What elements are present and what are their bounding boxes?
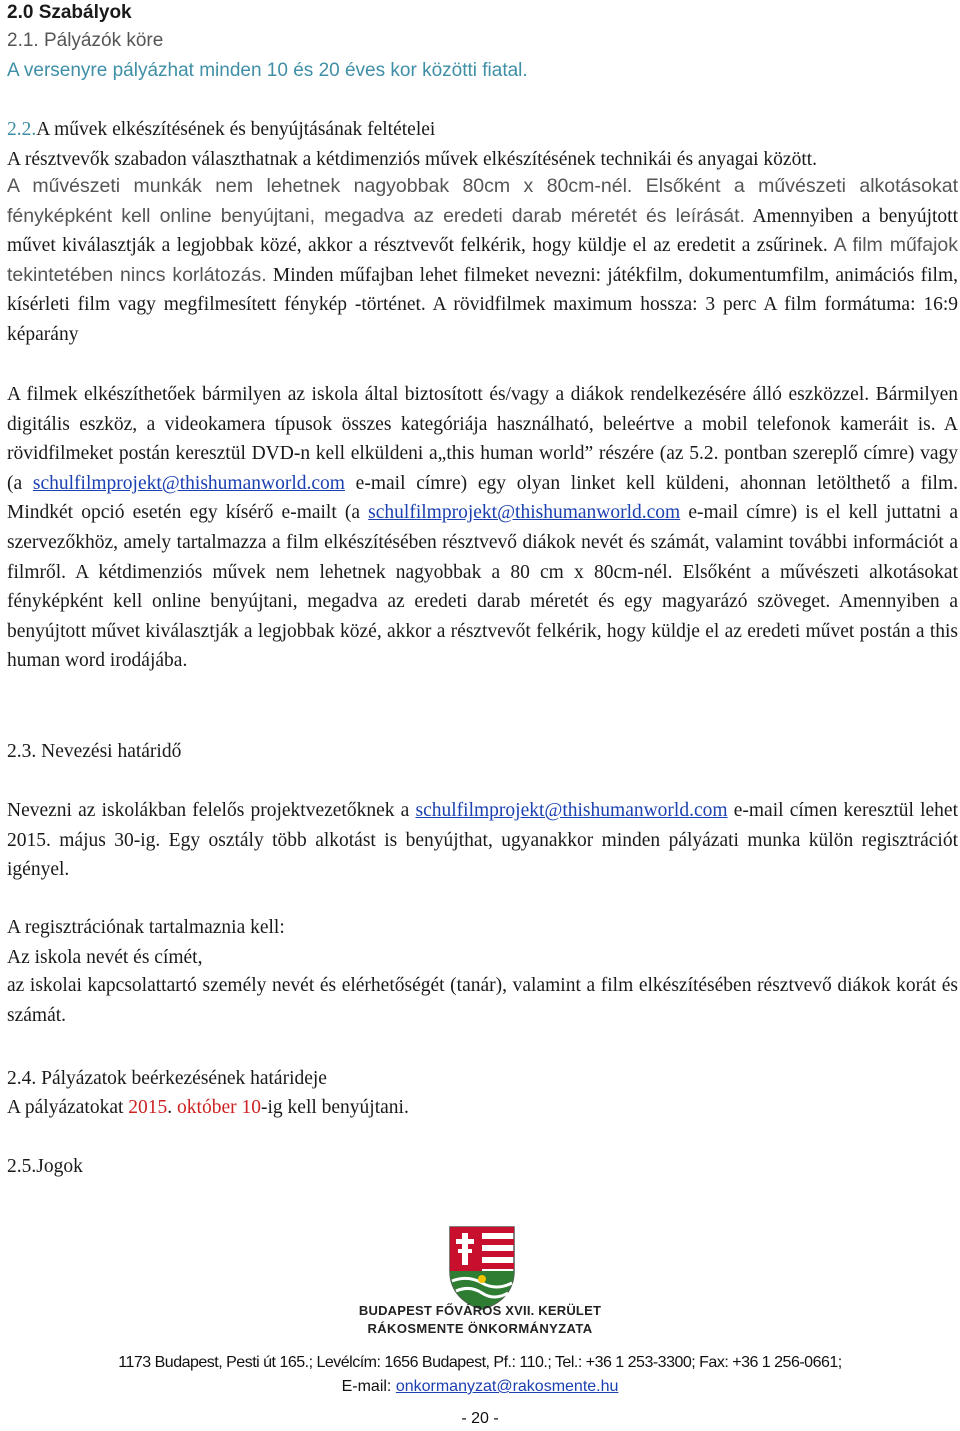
paragraph-films <box>7 380 958 676</box>
email-link-2[interactable]: schulfilmprojekt@thishumanworld.com <box>368 502 681 524</box>
paragraph-films-b: e-mail címre) egy olyan linket kell küldeni, ahonnan letölthető a film. Mindkét opció esetén egy kísérő e-mailt (a <box>7 472 958 524</box>
deadline-year: 2015 <box>128 1097 168 1118</box>
section-title: 2.0 Szabályok <box>7 2 132 23</box>
paragraph-deadline-a: Nevezni az iskolákban felelős projektvezetőknek a <box>7 800 416 821</box>
office-name-line-2: RÁKOSMENTE ÖNKORMÁNYZATA <box>367 1321 593 1336</box>
subsection-2-1-text: A versenyre pályázhat minden 10 és 20 éves kor közötti fiatal. <box>7 60 528 81</box>
subsection-2-2-title-text: A művek elkészítésének és benyújtásának feltételei <box>36 119 436 140</box>
paragraph-rules-a: A művészeti munkák nem lehetnek nagyobbak 80cm x 80cm-nél. <box>7 175 633 197</box>
footer-email-link[interactable]: onkormanyzat@rakosmente.hu <box>395 1378 619 1395</box>
submission-deadline-post: -ig kell benyújtani. <box>261 1097 409 1118</box>
page-number: - 20 - <box>461 1410 499 1427</box>
paragraph-rules <box>7 172 958 350</box>
email-link-3[interactable]: schulfilmprojekt@thishumanworld.com <box>415 800 728 821</box>
paragraph-films-a: A filmek elkészíthetőek bármilyen az iskola által biztosított és/vagy a diákok rendelkezésére álló eszközzel. Bármilyen digitális eszköz, a videokamera típusok összes kategóriája használható, beleértve a mobil telefonok kameráit is. A rövidfilmeket postán keresztül DVD-n kell elküldeni a„this human world” részére (az 5.2. pontban szereplő címre) vagy (a <box>7 384 958 494</box>
coat-of-arms-icon <box>448 1225 516 1311</box>
subsection-2-5-title: 2.5.Jogok <box>7 1156 83 1177</box>
submission-deadline <box>7 1095 409 1121</box>
subsection-2-3-title: 2.3. Nevezési határidő <box>7 741 182 762</box>
submission-deadline-pre: A pályázatokat <box>7 1097 129 1118</box>
footer-address: 1173 Budapest, Pesti út 165.; Levélcím: 1656 Budapest, Pf.: 110.; Tel.: +36 1 253-3300; Fax: +36 1 256-0661; <box>118 1354 842 1371</box>
subsection-2-2-line1: A résztvevők szabadon választhatnak a kétdimenziós művek elkészítésének technikái és anyagai között. <box>7 149 818 170</box>
footer-email-label: E-mail: <box>341 1378 396 1395</box>
paragraph-rules-b: Elsőként a művészeti alkotásokat fényképként kell online benyújtani, megadva az eredeti darab méretét és leírását. <box>7 175 958 227</box>
subsection-2-1-title: 2.1. Pályázók köre <box>7 30 164 51</box>
paragraph-deadline-b: e-mail címen keresztül lehet 2015. május 30-ig. Egy osztály több alkotást is benyújthat, ugyanakkor minden pályázati munka külön regisztrációt igényel. <box>7 800 958 881</box>
paragraph-deadline <box>7 796 958 885</box>
paragraph-rules-e: Minden műfajban lehet filmeket nevezni: játékfilm, dokumentumfilm, animációs film, kísérleti film vagy megfilmesített fénykép -történet. A rövidfilmek maximum hossza: 3 perc A film formátuma: 16:9 képarány <box>7 264 958 345</box>
office-name-line-1: BUDAPEST FŐVÁROS XVII. KERÜLET <box>358 1303 602 1318</box>
paragraph-films-c: e-mail címre) is el kell juttatni a szervezőkhöz, amely tartalmazza a film elkészítésében résztvevő diákok nevét és számát, valamint további információt a filmről. A kétdimenziós művek nem lehetnek nagyobbak a 80 cm x 80cm-nél. Elsőként a művészeti alkotásokat fényképként kell online benyújtani, megadva az eredeti darab méretét és egy magyarázó szöveget. Amennyiben a benyújtott művet kiválasztják a legjobbak közé, akkor a résztvevőt felkérik, hogy küldje el az eredeti művet postán a this human word irodájába. <box>7 502 958 672</box>
registration-item-1: Az iskola nevét és címét, <box>7 947 203 968</box>
subsection-2-2-title: 2.2.A művek elkészítésének és benyújtásának feltételei <box>7 119 436 140</box>
registration-heading: A regisztrációnak tartalmaznia kell: <box>7 917 285 938</box>
registration-item-2: az iskolai kapcsolattartó személy nevét és elérhetőségét (tanár), valamint a film elkészítésében résztvevő diákok korát és számát. <box>7 975 958 1026</box>
footer-email-line <box>0 1378 960 1396</box>
paragraph-rules-c: Amennyiben a benyújtott művet kiválasztják a legjobbak közé, akkor a résztvevőt felkérik, hogy küldje el az eredetit a zsűrinek. <box>7 205 958 257</box>
deadline-dot: . <box>167 1097 178 1118</box>
email-link-1[interactable]: schulfilmprojekt@thishumanworld.com <box>32 472 345 494</box>
deadline-day: 10 <box>241 1097 261 1118</box>
paragraph-rules-d: A film műfajok tekintetében nincs korlátozás. <box>7 234 958 286</box>
deadline-month: október <box>177 1097 237 1118</box>
subsection-2-4-title: 2.4. Pályázatok beérkezésének határideje <box>7 1068 327 1089</box>
